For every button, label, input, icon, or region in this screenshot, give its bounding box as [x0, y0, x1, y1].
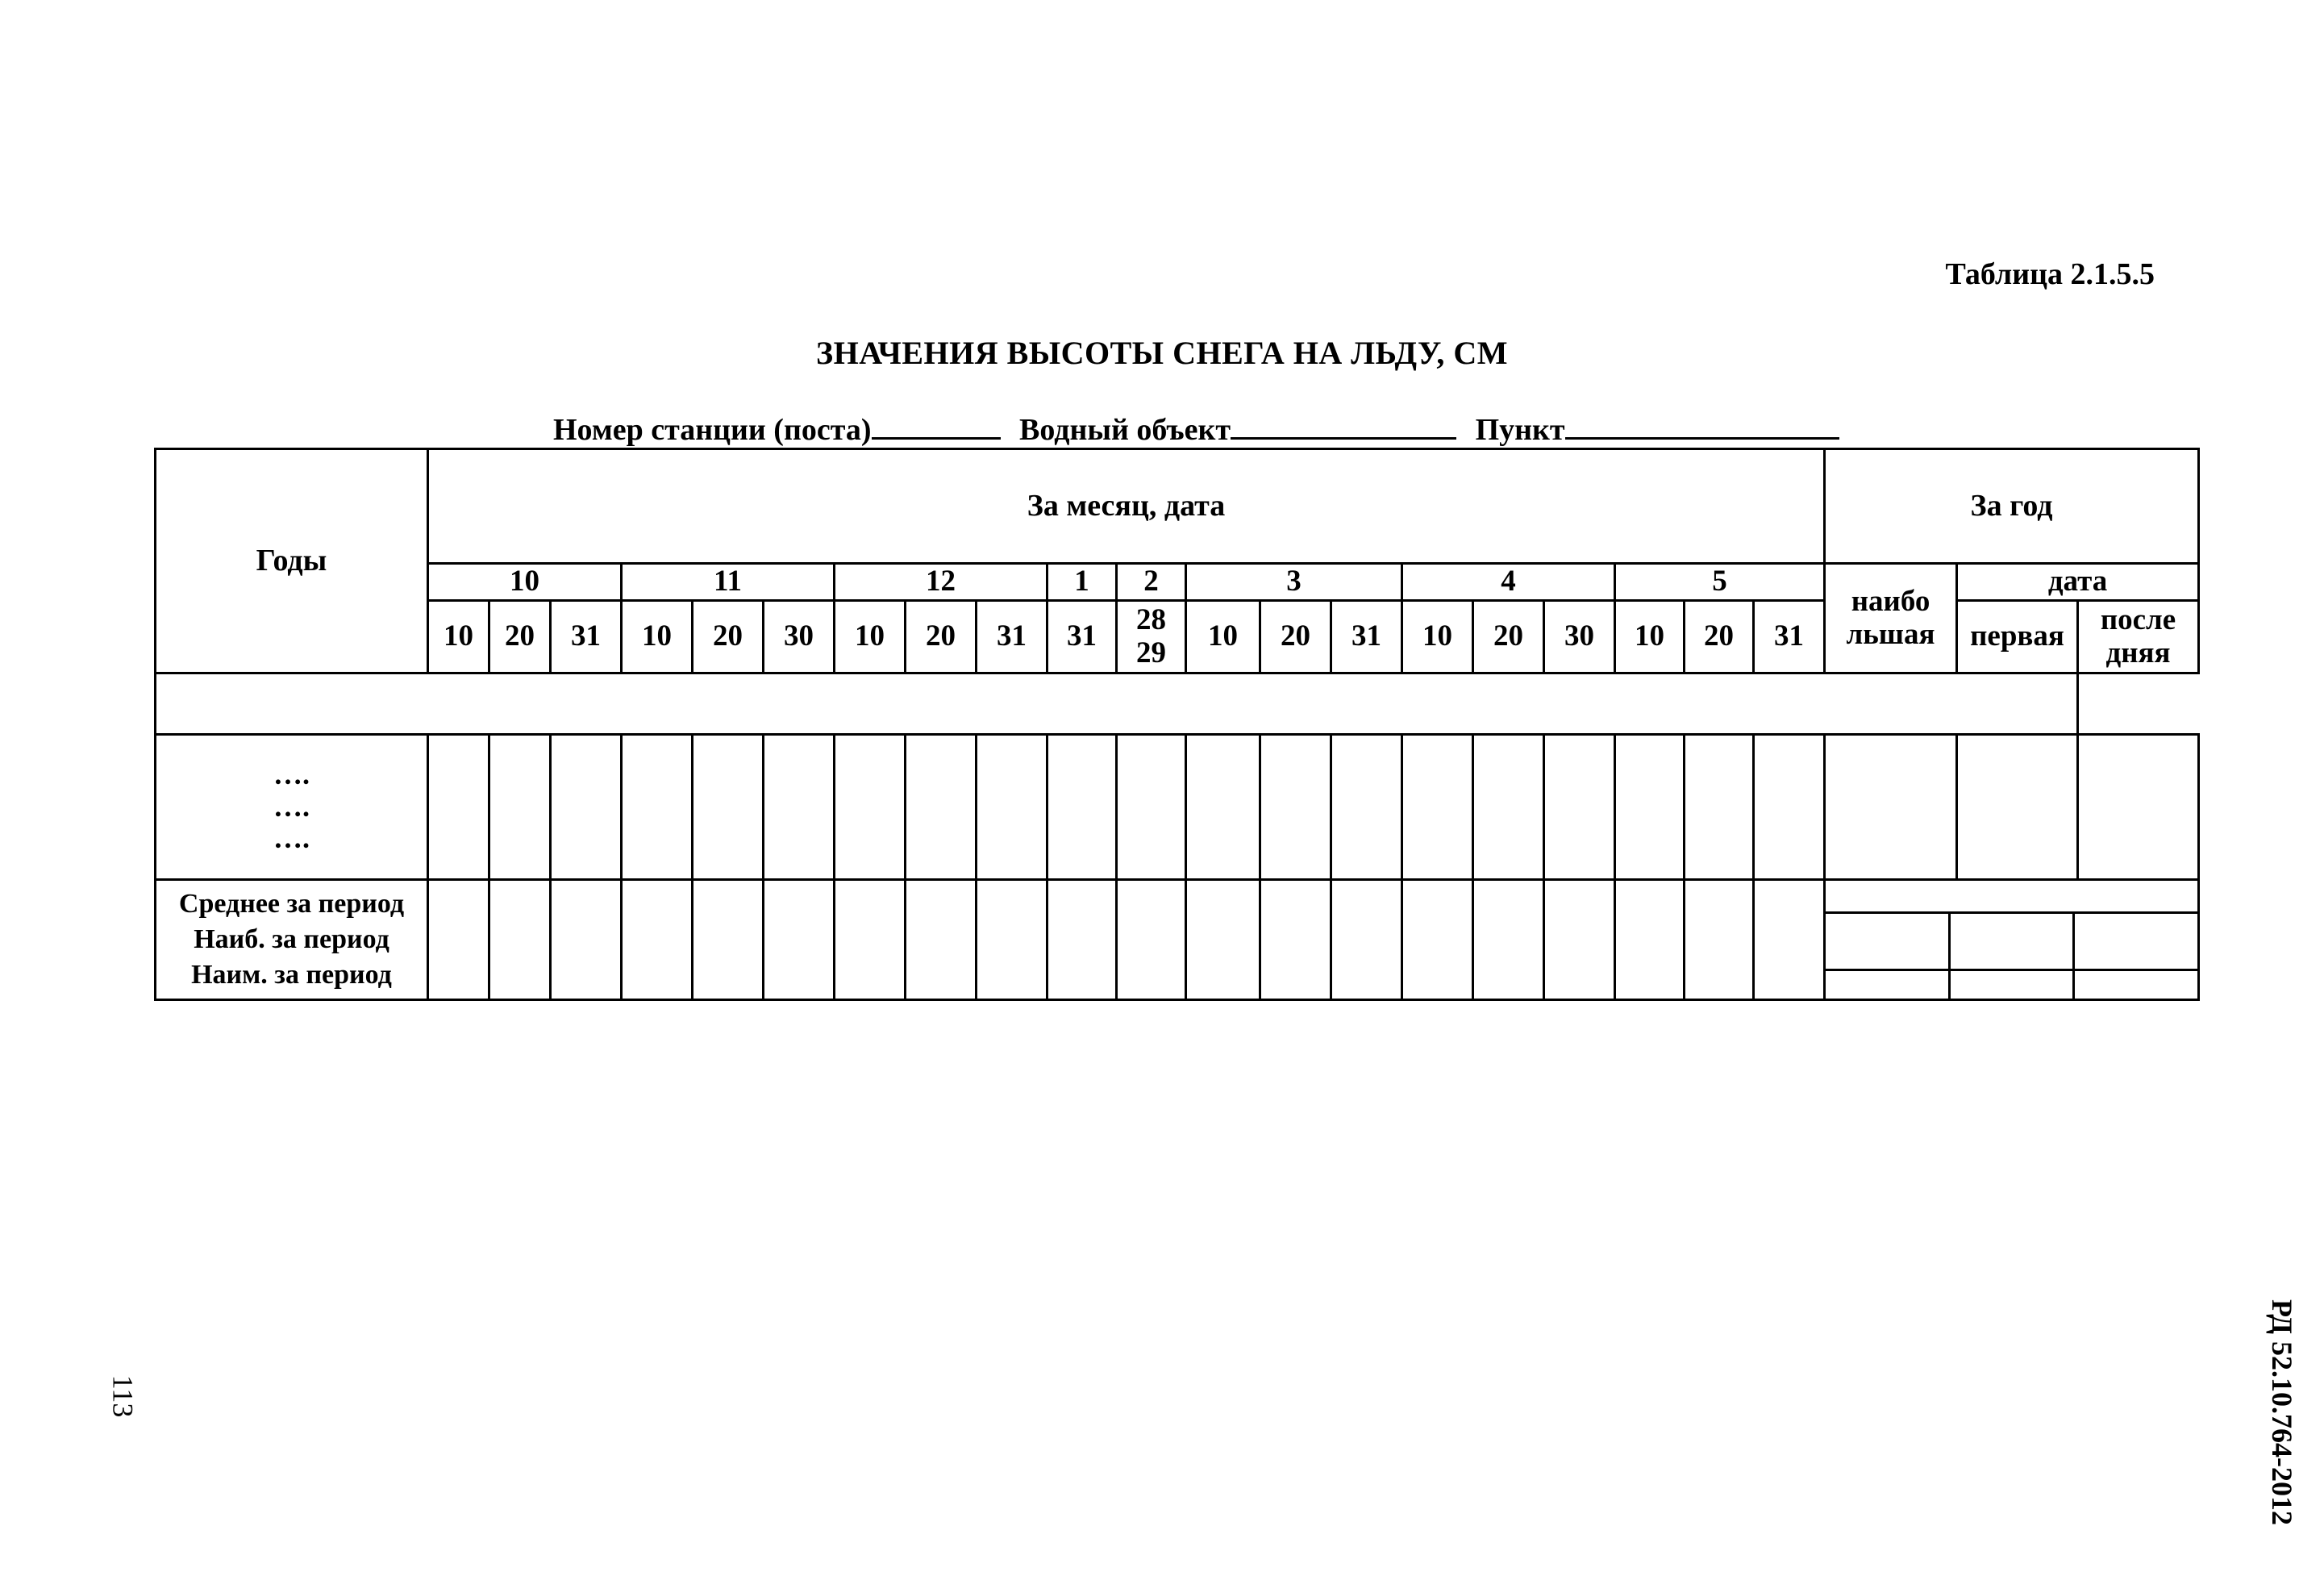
day-header: 20 [1473, 601, 1544, 673]
summary-cell[interactable] [1615, 880, 1685, 1000]
year-summary-row [1826, 970, 2197, 999]
year-summary-gap-cell [1826, 881, 2197, 913]
day-header: 31 [1754, 601, 1825, 673]
station-field[interactable] [872, 411, 1001, 440]
summary-cell[interactable] [622, 880, 693, 1000]
largest-header: наибо льшая [1825, 564, 1957, 673]
month-header-1: 1 [1047, 564, 1117, 601]
summary-label: Наиб. за период [194, 924, 389, 954]
summary-cell[interactable] [489, 880, 551, 1000]
year-summary-gap [1826, 881, 2197, 913]
summary-cell[interactable] [906, 880, 977, 1000]
point-label: Пункт [1475, 413, 1565, 447]
month-header-2: 2 [1117, 564, 1186, 601]
summary-labels-cell [156, 880, 428, 1000]
summary-cell[interactable] [1331, 880, 1402, 1000]
summary-cell[interactable] [428, 880, 489, 1000]
summary-cell[interactable] [1117, 880, 1186, 1000]
summary-cell[interactable] [1402, 880, 1473, 1000]
per-month-header: За месяц, дата [428, 449, 1825, 564]
month-header-4: 4 [1402, 564, 1615, 601]
month-header-10: 10 [428, 564, 622, 601]
ellipsis-mark: …. [273, 822, 310, 855]
day-header: 10 [428, 601, 489, 673]
header-row-months [156, 564, 2199, 601]
ellipsis-mark: …. [273, 758, 310, 791]
summary-cell[interactable] [764, 880, 835, 1000]
year-summary-first[interactable] [1950, 970, 2074, 999]
data-cell[interactable] [835, 735, 906, 880]
data-cell[interactable] [551, 735, 622, 880]
data-cell[interactable] [977, 735, 1047, 880]
day-header: 30 [764, 601, 835, 673]
day-header: 20 [1260, 601, 1331, 673]
document-code: РД 52.10.764-2012 [2265, 1299, 2298, 1525]
snow-height-table [154, 448, 2200, 1001]
blank-separator-cell[interactable] [156, 673, 2078, 735]
data-cell[interactable] [1544, 735, 1615, 880]
years-dots-cell [156, 735, 428, 880]
last-date-header: после дняя [2078, 601, 2199, 673]
day-header: 10 [1186, 601, 1260, 673]
month-header-5: 5 [1615, 564, 1825, 601]
blank-row [156, 673, 2199, 735]
data-cell[interactable] [1260, 735, 1331, 880]
day-header: 31 [1047, 601, 1117, 673]
data-cell[interactable] [1331, 735, 1402, 880]
day-header: 10 [1402, 601, 1473, 673]
data-cell[interactable] [1186, 735, 1260, 880]
summary-cell[interactable] [1260, 880, 1331, 1000]
data-cell[interactable] [1117, 735, 1186, 880]
month-header-11: 11 [622, 564, 835, 601]
data-cell[interactable] [1754, 735, 1825, 880]
water-body-field[interactable] [1231, 411, 1456, 440]
table-number: Таблица 2.1.5.5 [1945, 257, 2155, 291]
day-header: 28 29 [1117, 601, 1186, 673]
data-cell[interactable] [1473, 735, 1544, 880]
per-year-header: За год [1825, 449, 2199, 564]
page-title: ЗНАЧЕНИЯ ВЫСОТЫ СНЕГА НА ЛЬДУ, СМ [815, 335, 1509, 371]
first-date-header: первая [1957, 601, 2078, 673]
data-cell[interactable] [1047, 735, 1117, 880]
day-header: 31 [977, 601, 1047, 673]
day-header: 10 [1615, 601, 1685, 673]
year-summary-cell [1825, 880, 2199, 1000]
data-cell[interactable] [1402, 735, 1473, 880]
year-summary-grid [1826, 881, 2197, 999]
summary-cell[interactable] [1473, 880, 1544, 1000]
year-summary-value[interactable] [1826, 970, 1950, 999]
data-cell[interactable] [622, 735, 693, 880]
summary-cell[interactable] [1047, 880, 1117, 1000]
table-row [156, 735, 2199, 880]
summary-label: Среднее за период [178, 889, 405, 919]
summary-cell[interactable] [1186, 880, 1260, 1000]
summary-cell[interactable] [1544, 880, 1615, 1000]
year-summary-row [1826, 913, 2197, 970]
day-header: 10 [835, 601, 906, 673]
summary-cell[interactable] [1685, 880, 1754, 1000]
day-header: 10 [622, 601, 693, 673]
header-row-1 [156, 449, 2199, 564]
data-cell[interactable] [1685, 735, 1754, 880]
day-header: 31 [1331, 601, 1402, 673]
summary-cell[interactable] [551, 880, 622, 1000]
data-cell[interactable] [1615, 735, 1685, 880]
day-header: 20 [489, 601, 551, 673]
data-cell[interactable] [489, 735, 551, 880]
years-header: Годы [156, 449, 428, 673]
data-cell[interactable] [1825, 735, 1957, 880]
water-body-label: Водный объект [1019, 413, 1231, 447]
year-summary-last[interactable] [2073, 970, 2197, 999]
summary-cell[interactable] [835, 880, 906, 1000]
summary-cell[interactable] [693, 880, 764, 1000]
point-field[interactable] [1565, 411, 1839, 440]
station-label: Номер станции (поста) [553, 413, 872, 447]
year-summary-first[interactable] [1950, 913, 2074, 970]
data-cell[interactable] [764, 735, 835, 880]
day-header: 31 [551, 601, 622, 673]
date-header: дата [1957, 564, 2199, 601]
data-cell[interactable] [693, 735, 764, 880]
month-header-12: 12 [835, 564, 1047, 601]
day-header: 20 [693, 601, 764, 673]
data-cell[interactable] [2078, 735, 2199, 880]
summary-cell[interactable] [977, 880, 1047, 1000]
header-fields [553, 411, 1851, 448]
day-header: 20 [906, 601, 977, 673]
data-cell[interactable] [906, 735, 977, 880]
summary-row [156, 880, 2199, 1000]
day-header: 20 [1685, 601, 1754, 673]
year-summary-last[interactable] [2073, 913, 2197, 970]
summary-cell[interactable] [1754, 880, 1825, 1000]
day-header: 30 [1544, 601, 1615, 673]
ellipsis-mark: …. [273, 790, 310, 823]
year-summary-value[interactable] [1826, 913, 1950, 970]
page-number: 113 [106, 1374, 140, 1418]
data-cell[interactable] [1957, 735, 2078, 880]
month-header-3: 3 [1186, 564, 1402, 601]
data-cell[interactable] [428, 735, 489, 880]
summary-label: Наим. за период [191, 960, 392, 990]
